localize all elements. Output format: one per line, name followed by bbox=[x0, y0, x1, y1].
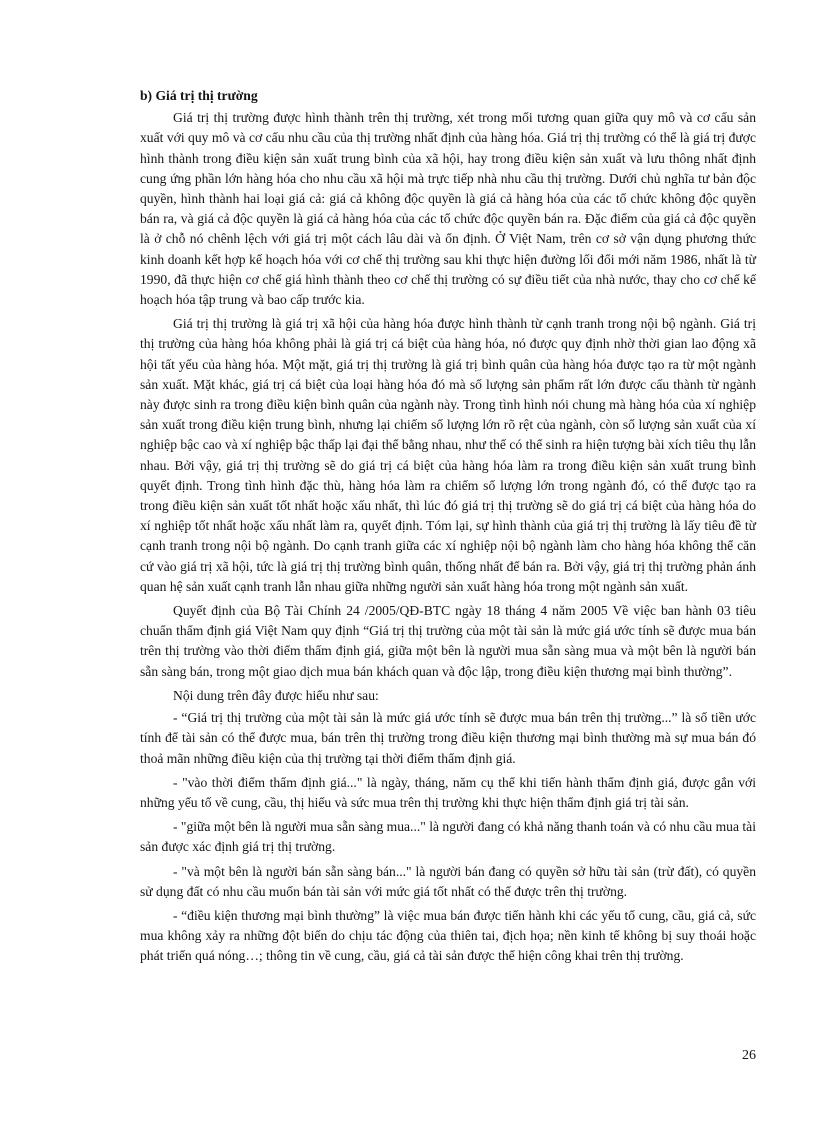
paragraph-definition-seller: - "và một bên là người bán sẵn sàng bán..." là người bán đang có quyền sở hữu tài sản (trừ đất), có quyền sử dụng đất có nhu cầu muốn bán tài sản với mức giá tốt nhất có thể được trên thị trường. bbox=[140, 863, 756, 899]
paragraph-market-value-social: Giá trị thị trường là giá trị xã hội của hàng hóa được hình thành từ cạnh tranh trong nội bộ ngành. Giá trị thị trường của hàng hóa không phải là giá trị cá biệt của hàng hóa, nó được quy định nhờ thời gian lao động xã hội tất yếu của hàng hóa. Một mặt, giá trị thị trường là giá trị bình quân của hàng hóa được tạo ra từ một ngành sản xuất. Mặt khác, giá trị cá biệt của loại hàng hóa đó mà số lượng sản phẩm rất lớn được cấu thành từ ngành này được sinh ra trong điều kiện bình quân của ngành này. Trong tình hình nói chung mà hàng hóa của xí nghiệp sản xuất trong điều kiện trung bình, nhưng lại chiếm số lượng lớn rõ rệt của ngành, còn số lượng sản xuất của xí nghiệp bậc cao và xí nghiệp bậc thấp lại đại thể bằng nhau, như thế có thể sinh ra hiện tượng bài xích tiêu thụ lẫn nhau. Bởi vậy, giá trị thị trường sẽ do giá trị cá biệt của hàng hóa làm ra trong điều kiện sản xuất trung bình quyết định. Trong tình hình đặc thù, hàng hóa làm ra chiếm số lượng lớn trong ngành đó, có thể được tạo ra trong điều kiện sản xuất tốt nhất hoặc xấu nhất, thì lúc đó giá trị thị trường sẽ do giá trị cá biệt của hàng hóa do xí nghiệp tốt nhất hoặc xấu nhất làm ra, quyết định. Tóm lại, sự hình thành của giá trị thị trường là lấy tiêu đề từ cạnh tranh trong nội bộ ngành. Do cạnh tranh giữa các xí nghiệp nội bộ ngành làm cho hàng hóa không thể căn cứ vào giá trị xã hội, tức là giá trị thị trường bình quân, thống nhất để bán ra. Bởi vậy, giá trị thị trường phản ánh quan hệ sản xuất cạnh tranh lẫn nhau giữa những người sản xuất hàng hóa trong một ngành sản xuất. bbox=[140, 316, 756, 594]
paragraph-definition-buyer: - "giữa một bên là người mua sẵn sàng mua..." là người đang có khả năng thanh toán và có nhu cầu mua tài sản được xác định giá trị thị trường. bbox=[140, 819, 756, 855]
paragraph-definition-time: - "vào thời điểm thẩm định giá..." là ngày, tháng, năm cụ thể khi tiến hành thẩm định giá, được gắn với những yếu tố về cung, cầu, thị hiếu và sức mua trên thị trường khi thực hiện thẩm định giá trị tài sản. bbox=[140, 774, 756, 810]
paragraph-market-value-formation: Giá trị thị trường được hình thành trên thị trường, xét trong mối tương quan giữa quy mô và cơ cấu sản xuất với quy mô và cơ cấu nhu cầu của thị trường nhất định của hàng hóa. Giá trị thị trường có thể là giá trị được hình thành trong điều kiện sản xuất trung bình của xã hội, hay trong điều kiện sản xuất và lưu thông nhất định cung ứng phần lớn hàng hóa cho nhu cầu xã hội mà trực tiếp nhà nhu cầu thị trường. Dưới chủ nghĩa tư bản độc quyền, hình thành hai loại giá cả: giá cả không độc quyền là giá cả hàng hóa của các tổ chức không độc quyền bán ra, và giá cả độc quyền là giá cả hàng hóa của các tổ chức độc quyền bán ra. Đặc điểm của giá cả độc quyền là ở chỗ nó chênh lệch với giá trị một cách lâu dài và ổn định. Ở Việt Nam, trên cơ sở vận dụng phương thức kinh doanh kết hợp kế hoạch hóa với cơ chế thị trường sau khi thực hiện đường lối đổi mới năm 1986, nhất là từ 1990, đã thực hiện cơ chế giá hình thành theo cơ chế thị trường có sự điều tiết của nhà nước, thay cho cơ chế kế hoạch hóa tập trung và bao cấp trước kia. bbox=[140, 110, 756, 308]
paragraph-ministry-decision: Quyết định của Bộ Tài Chính 24 /2005/QĐ-BTC ngày 18 tháng 4 năm 2005 Về việc ban hành 03 tiêu chuẩn thẩm định giá Việt Nam quy định “Giá trị thị trường của một tài sản là mức giá ước tính sẽ được mua bán trên thị trường vào thời điểm thẩm định giá, giữa một bên là người mua sẵn sàng mua và một bên là người bán sẵn sàng bán, trong một giao dịch mua bán khách quan và độc lập, trong điều kiện thương mại bình thường”. bbox=[140, 603, 756, 679]
page-number: 26 bbox=[742, 1048, 756, 1063]
section-heading: b) Giá trị thị trường bbox=[140, 88, 258, 103]
paragraph-content-intro: Nội dung trên đây được hiểu như sau: bbox=[173, 687, 379, 703]
paragraph-definition-price: - “Giá trị thị trường của một tài sản là mức giá ước tính sẽ được mua bán trên thị trường...” là số tiền ước tính để tài sản có thể được mua, bán trên thị trường trong điều kiện thương mại bình thường mà sự mua bán đó thoả mãn những điều kiện của thị trường tại thời điểm thẩm định giá. bbox=[140, 710, 756, 766]
document-page bbox=[140, 86, 756, 1066]
paragraph-definition-conditions: - “điều kiện thương mại bình thường” là việc mua bán được tiến hành khi các yếu tố cung, cầu, giá cả, sức mua không xảy ra những đột biến do chịu tác động của thiên tai, địch họa; nền kinh tế không bị suy thoái hoặc phát triển quá nóng…; thông tin về cung, cầu, giá cả tài sản được thể hiện công khai trên thị trường. bbox=[140, 907, 756, 964]
